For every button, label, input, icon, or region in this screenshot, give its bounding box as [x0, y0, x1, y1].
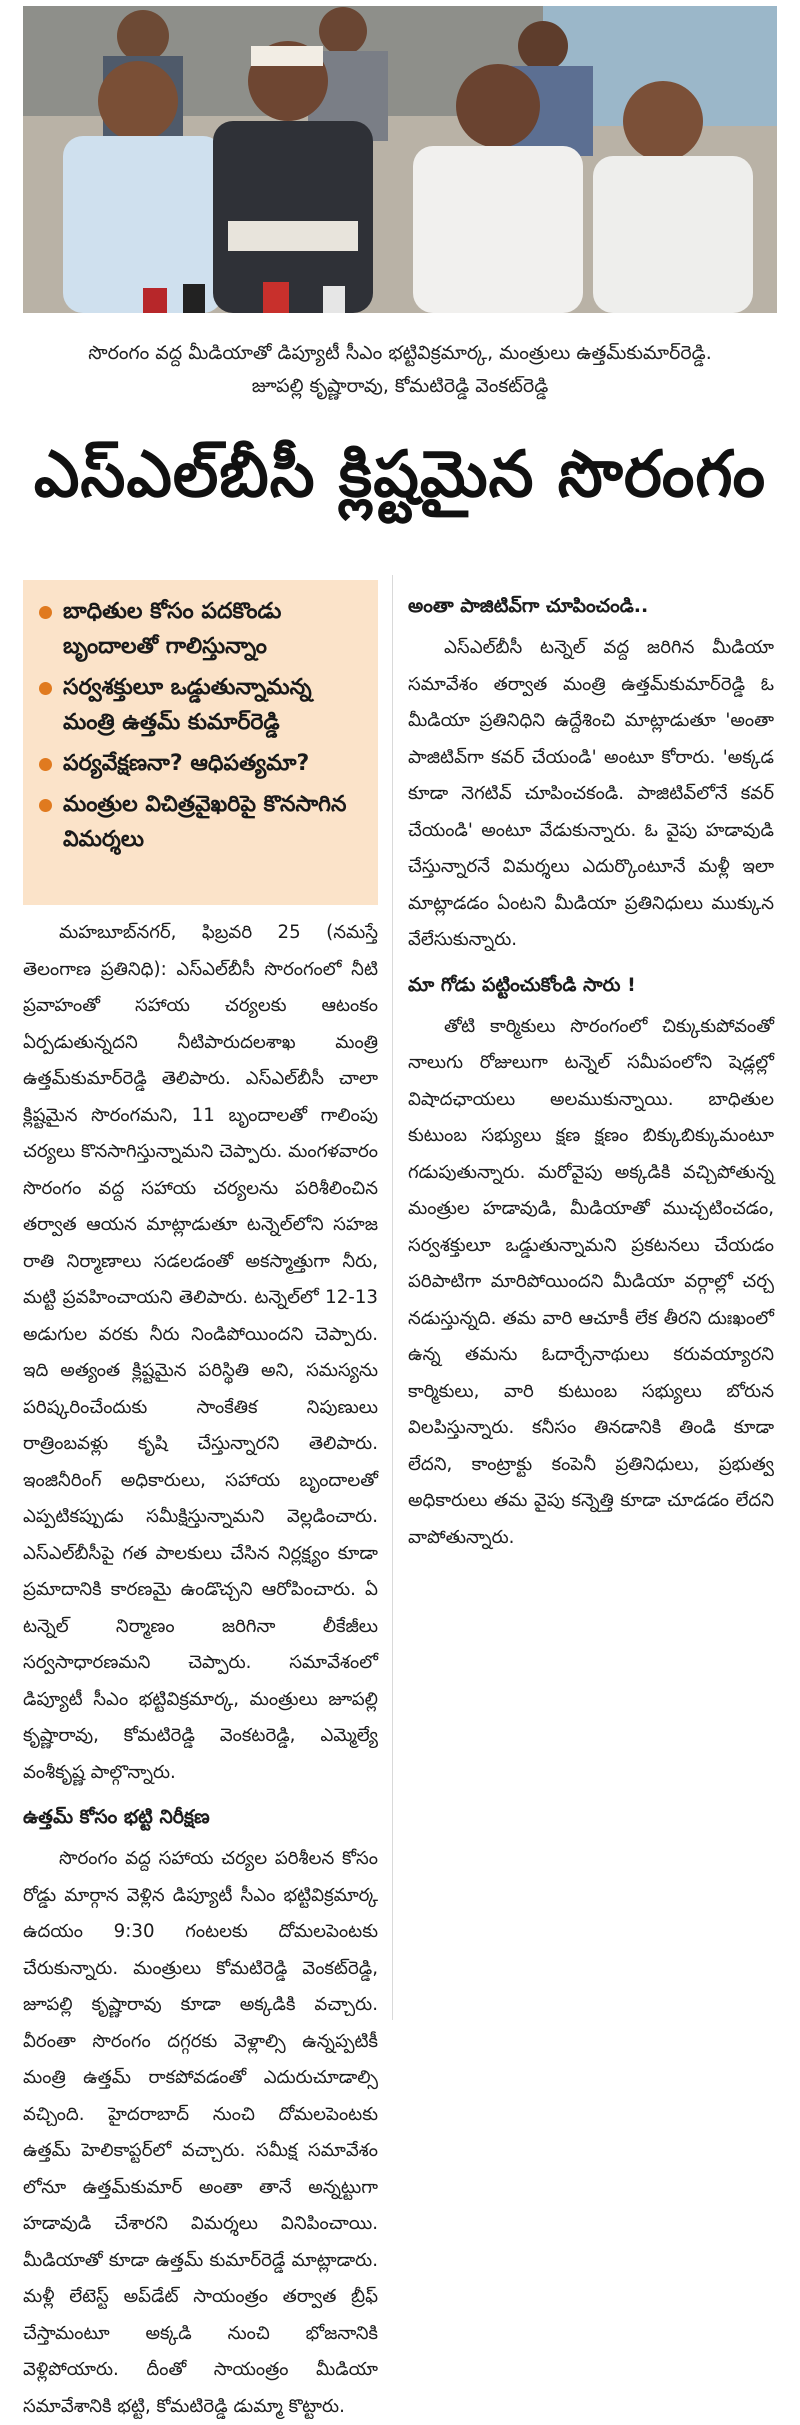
photo-caption-line-1: సొరంగం వద్ద మీడియాతో డిప్యూటీ సీఎం భట్టివిక్రమార్క, మంత్రులు ఉత్తమ్‌కుమార్‌రెడ్డి. — [88, 342, 712, 364]
highlight-text: సర్వశక్తులూ ఒడ్డుతున్నామన్న మంత్రి ఉత్తమ్ కుమార్‌రెడ్డి — [63, 675, 312, 735]
photo-caption-line-2: జూపల్లి కృష్ణారావు, కోమటిరెడ్డి వెంకట్‌రెడ్డి — [251, 375, 549, 397]
article-subheading: మా గోడు పట్టించుకోండి సారు ! — [408, 973, 636, 996]
bullet-icon — [39, 799, 52, 812]
article-paragraph: ఎస్‌ఎల్‌బీసీ టన్నెల్ వద్ద జరిగిన మీడియా సమావేశం తర్వాత మంత్రి ఉత్తమ్‌కుమార్‌రెడ్డి ఓ మీడియా ప్రతినిధిని ఉద్దేశించి మాట్లాడుతూ 'అంతా పాజిటివ్‌గా కవర్ చేయండి' అంటూ కోరారు. 'అక్కడ కూడా నెగటివ్ చూపించకండి. పాజిటివ్‌లోనే కవర్ చేయండి' అంటూ వేడుకున్నారు. ఓ వైపు హడావుడి చేస్తున్నారనే విమర్శలు ఎదుర్కొంటూనే మళ్లీ ఇలా మాట్లాడడం ఏంటని మీడియా ప్రతినిధులు ముక్కున వేలేసుకున్నారు. — [408, 637, 774, 950]
highlight-item — [37, 594, 368, 664]
highlight-text: పర్యవేక్షణనా? ఆధిపత్యమా? — [63, 751, 310, 776]
bullet-icon — [39, 758, 52, 771]
highlight-text: బాధితుల కోసం పదకొండు బృందాలతో గాలిస్తున్నాం — [63, 599, 282, 659]
article-column-right — [408, 580, 774, 1556]
highlight-item — [37, 670, 368, 740]
article-column-left — [23, 915, 378, 2425]
highlight-item — [37, 746, 368, 781]
article-paragraph: సొరంగం వద్ద సహాయ చర్యల పరిశీలన కోసం రోడ్డు మార్గాన వెళ్లిన డిప్యూటీ సీఎం భట్టివిక్రమార్క ఉదయం 9:30 గంటలకు దోమలపెంటకు చేరుకున్నారు. మంత్రులు కోమటిరెడ్డి వెంకట్‌రెడ్డి, జూపల్లి కృష్ణారావు కూడా అక్కడికి వచ్చారు. వీరంతా సొరంగం దగ్గరకు వెళ్లాల్సి ఉన్నప్పటికీ మంత్రి ఉత్తమ్ రాకపోవడంతో ఎదురుచూడాల్సి వచ్చింది. హైదరాబాద్ నుంచి దోమలపెంటకు ఉత్తమ్ హెలికాప్టర్‌లో వచ్చారు. సమీక్ష సమావేశం లోనూ ఉత్తమ్‌కుమార్ అంతా తానే అన్నట్టుగా హడావుడి చేశారని విమర్శలు వినిపించాయి. మీడియాతో కూడా ఉత్తమ్ కుమార్‌రెడ్డే మాట్లాడారు. మళ్లీ లేటెస్ట్ అప్‌డేట్ సాయంత్రం తర్వాత బ్రీఫ్ చేస్తామంటూ అక్కడి నుంచి భోజనానికి వెళ్లిపోయారు. దీంతో సాయంత్రం మీడియా సమావేశానికి భట్టి, కోమటిరెడ్డి డుమ్మా కొట్టారు. — [23, 1848, 378, 2417]
bullet-icon — [39, 682, 52, 695]
highlights-box — [23, 580, 378, 905]
bullet-icon — [39, 606, 52, 619]
column-divider — [392, 575, 393, 2020]
article-subheading: అంతా పాజిటివ్‌గా చూపించండి.. — [408, 595, 649, 617]
headline: ఎస్‌ఎల్‌బీసీ క్లిష్టమైన సొరంగం — [33, 438, 767, 512]
news-photo-graphic — [23, 6, 777, 313]
article-paragraph: మహబూబ్‌నగర్, ఫిబ్రవరి 25 (నమస్తే తెలంగాణ ప్రతినిధి): ఎస్‌ఎల్‌బీసీ సొరంగంలో నీటి ప్రవాహంతో సహాయ చర్యలకు ఆటంకం ఏర్పడుతున్నదని నీటిపారుదలశాఖ మంత్రి ఉత్తమ్‌కుమార్‌రెడ్డి తెలిపారు. ఎస్‌ఎల్‌బీసీ చాలా క్లిష్టమైన సొరంగమని, 11 బృందాలతో గాలింపు చర్యలు కొనసాగిస్తున్నామని చెప్పారు. మంగళవారం సొరంగం వద్ద సహాయ చర్యలను పరిశీలించిన తర్వాత ఆయన మాట్లాడుతూ టన్నెల్‌లోని సహజ రాతి నిర్మాణాలు సడలడంతో అకస్మాత్తుగా నీరు, మట్టి ప్రవహించాయని తెలిపారు. టన్నెల్‌లో 12-13 అడుగుల వరకు నీరు నిండిపోయిందని చెప్పారు. ఇది అత్యంత క్లిష్టమైన పరిస్థితి అని, సమస్యను పరిష్కరించేందుకు సాంకేతిక నిపుణులు రాత్రింబవళ్లు కృషి చేస్తున్నారని తెలిపారు. ఇంజినీరింగ్ అధికారులు, సహాయ బృందాలతో ఎప్పటికప్పుడు సమీక్షిస్తున్నామని వెల్లడించారు. ఎస్‌ఎల్‌బీసీపై గత పాలకులు చేసిన నిర్లక్ష్యం కూడా ప్రమాదానికి కారణమై ఉండొచ్చని ఆరోపించారు. ఏ టన్నెల్ నిర్మాణం జరిగినా లీకేజీలు సర్వసాధారణమని చెప్పారు. సమావేశంలో డిప్యూటీ సీఎం భట్టివిక్రమార్క, మంత్రులు జూపల్లి కృష్ణారావు, కోమటిరెడ్డి వెంకటరెడ్డి, ఎమ్మెల్యే వంశీకృష్ణ పాల్గొన్నారు. — [23, 922, 378, 1783]
news-photo — [23, 6, 777, 313]
highlight-text: మంత్రుల విచిత్రవైఖరిపై కొనసాగిన విమర్శలు — [63, 792, 347, 852]
article-subheading: ఉత్తమ్ కోసం భట్టి నిరీక్షణ — [23, 1806, 210, 1828]
article-paragraph: తోటి కార్మికులు సొరంగంలో చిక్కుకుపోవంతో నాలుగు రోజులుగా టన్నెల్ సమీపంలోని షెడ్లల్లో విషాదఛాయలు అలముకున్నాయి. బాధితుల కుటుంబ సభ్యులు క్షణ క్షణం బిక్కుబిక్కుమంటూ గడుపుతున్నారు. మరోవైపు అక్కడికి వచ్చిపోతున్న మంత్రుల హడావుడి, మీడియాతో ముచ్చటించడం, సర్వశక్తులూ ఒడ్డుతున్నామని ప్రకటనలు చేయడం పరిపాటిగా మారిపోయిందని మీడియా వర్గాల్లో చర్చ నడుస్తున్నది. తమ వారి ఆచూకీ లేక తీరని దుఃఖంలో ఉన్న తమను ఓదార్చేనాథులు కరువయ్యారని కార్మికులు, వారి కుటుంబ సభ్యులు బోరున విలపిస్తున్నారు. కనీసం తినడానికి తిండి కూడా లేదని, కాంట్రాక్టు కంపెనీ ప్రతినిధులు, ప్రభుత్వ అధికారులు తమ వైపు కన్నెత్తి కూడా చూడడం లేదని వాపోతున్నారు. — [408, 1015, 774, 1548]
highlight-item — [37, 787, 368, 857]
